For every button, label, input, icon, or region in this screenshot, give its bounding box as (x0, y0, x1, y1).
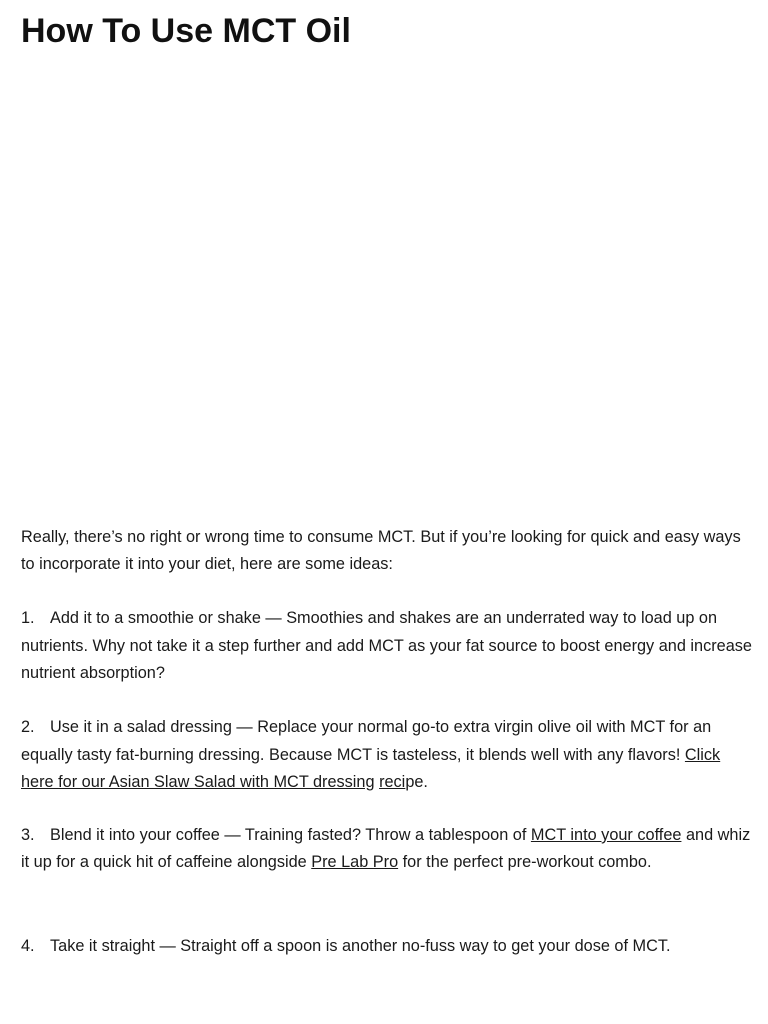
mct-coffee-link[interactable]: MCT into your coffee (530, 826, 682, 844)
list-item-number: 1. (21, 609, 35, 627)
list-item (21, 605, 753, 688)
list-item-text: Take it straight — Straight off a spoon is another no-fuss way to get your dose of MCT. (50, 937, 671, 955)
asian-slaw-recipe-link[interactable]: Click here for our Asian Slaw Salad with MCT dressing (21, 745, 721, 791)
media-placeholder (21, 62, 749, 512)
list-item-text-middle: and whiz it up for a quick hit of caffeine alongside (21, 826, 751, 871)
list-item-text: Use it in a salad dressing — Replace your normal go-to extra virgin olive oil with MCT for an equally tasty fat-burning dressing. Because MCT is tasteless, it blends well with any flavors! (21, 718, 712, 764)
list-item-text: Blend it into your coffee — Training fasted? Throw a tablespoon of (50, 826, 531, 844)
list-item (21, 714, 753, 797)
intro-paragraph: Really, there’s no right or wrong time to consume MCT. But if you’re looking for quick and easy ways to incorporate it into your diet, here are some ideas: (21, 528, 741, 573)
list-item-text-end: for the perfect pre-workout combo. (398, 852, 652, 871)
list-item-text-end: pe. (405, 773, 428, 791)
list-item-number: 4. (21, 937, 35, 955)
pre-lab-pro-link[interactable]: Pre Lab Pro (311, 852, 399, 871)
list-item (21, 822, 753, 875)
page-title: How To Use MCT Oil (21, 12, 351, 50)
list-item-text: Add it to a smoothie or shake — Smoothies and shakes are an underrated way to load up on nutrients. Why not take it a step further and add MCT as your fat source to boost energy and increase nutrient absorption? (21, 609, 752, 682)
list-item-number: 2. (21, 718, 35, 736)
list-item (21, 933, 753, 960)
list-item-number: 3. (21, 826, 35, 844)
recipe-link[interactable]: reci (379, 773, 406, 791)
